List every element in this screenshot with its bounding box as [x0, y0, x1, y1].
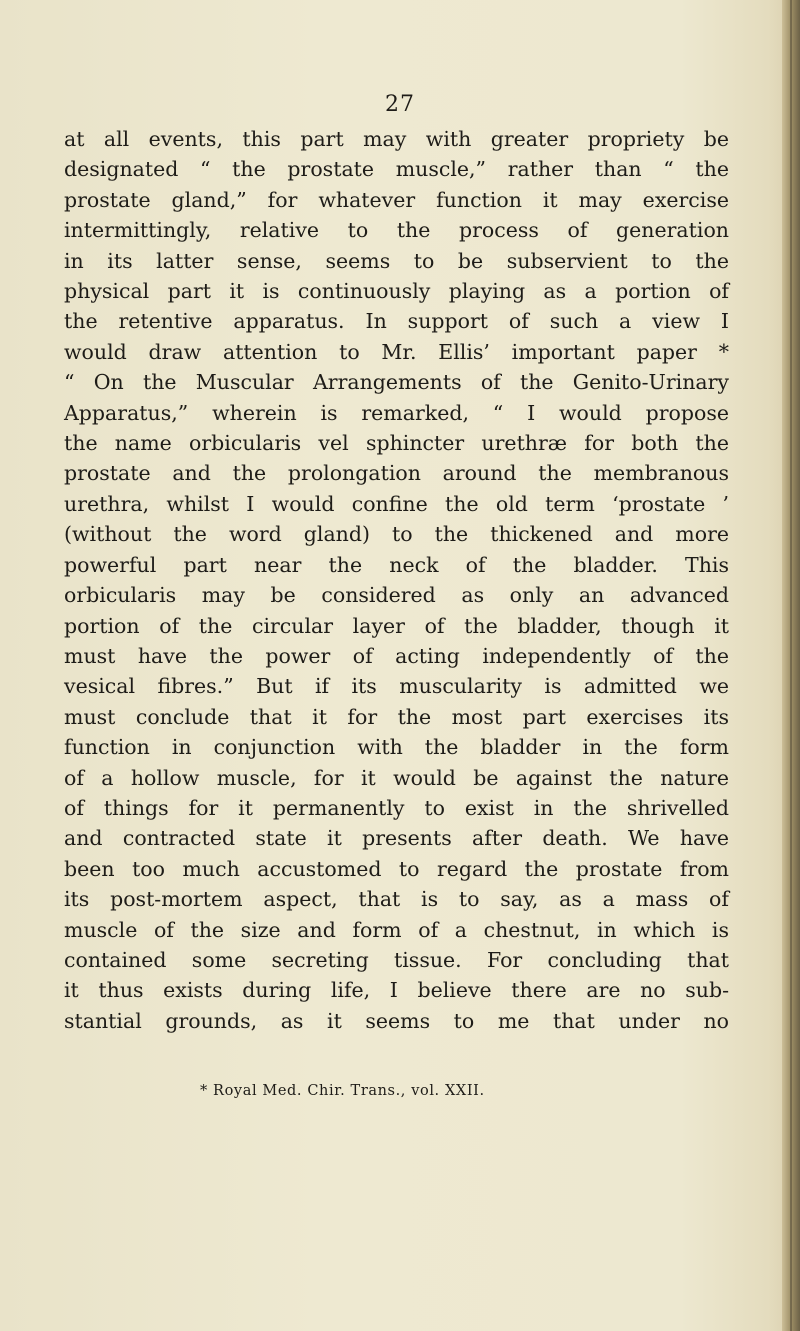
text-line: “ On the Muscular Arrangements of the Genito-Urinary: [64, 370, 729, 395]
text-line: prostate and the prolongation around the membranous: [64, 461, 729, 486]
text-line: its post-mortem aspect, that is to say, as a mass of: [64, 887, 729, 912]
text-line: it thus exists during life, I believe there are no sub-: [64, 978, 729, 1003]
text-line: (without the word gland) to the thickened and more: [64, 522, 729, 547]
text-line: orbicularis may be considered as only an advanced: [64, 583, 729, 608]
text-line: urethra, whilst I would confine the old term ‘prostate ’: [64, 491, 729, 516]
text-line: the retentive apparatus. In support of such a view I: [64, 309, 729, 334]
text-line: at all events, this part may with greater propriety be: [64, 127, 729, 151]
page-number: 27: [385, 92, 415, 117]
text-line: of a hollow muscle, for it would be against the nature: [64, 765, 729, 790]
text-line: portion of the circular layer of the bladder, though it: [64, 613, 729, 638]
text-line: of things for it permanently to exist in the shrivelled: [64, 795, 729, 820]
text-line: been too much accustomed to regard the prostate from: [64, 856, 729, 881]
text-line: in its latter sense, seems to be subservient to the: [64, 248, 729, 273]
text-line: contained some secreting tissue. For concluding that: [64, 947, 729, 972]
text-line: Apparatus,” wherein is remarked, “ I would propose: [64, 400, 729, 425]
text-line: must conclude that it for the most part exercises its: [64, 704, 729, 729]
text-line: powerful part near the neck of the bladder. This: [64, 552, 729, 577]
footnote: * Royal Med. Chir. Trans., vol. XXII.: [200, 1083, 485, 1099]
text-line: and contracted state it presents after death. We have: [64, 826, 729, 851]
text-line: designated “ the prostate muscle,” rather than “ the: [64, 157, 729, 182]
text-line: physical part it is continuously playing as a portion of: [64, 279, 729, 304]
page-edge-line: [790, 0, 792, 1331]
text-line: must have the power of acting independently of the: [64, 643, 729, 668]
text-line: function in conjunction with the bladder in the form: [64, 735, 729, 760]
text-line: prostate gland,” for whatever function it may exercise: [64, 187, 729, 212]
body-text: [64, 124, 729, 1036]
text-line: muscle of the size and form of a chestnut, in which is: [64, 917, 729, 942]
text-line: intermittingly, relative to the process of generation: [64, 218, 729, 243]
text-line: the name orbicularis vel sphincter urethræ for both the: [64, 431, 729, 456]
text-line: stantial grounds, as it seems to me that under no: [64, 1008, 729, 1033]
text-line: vesical fibres.” But if its muscularity is admitted we: [64, 674, 729, 699]
text-line: would draw attention to Mr. Ellis’ important paper *: [64, 339, 729, 364]
